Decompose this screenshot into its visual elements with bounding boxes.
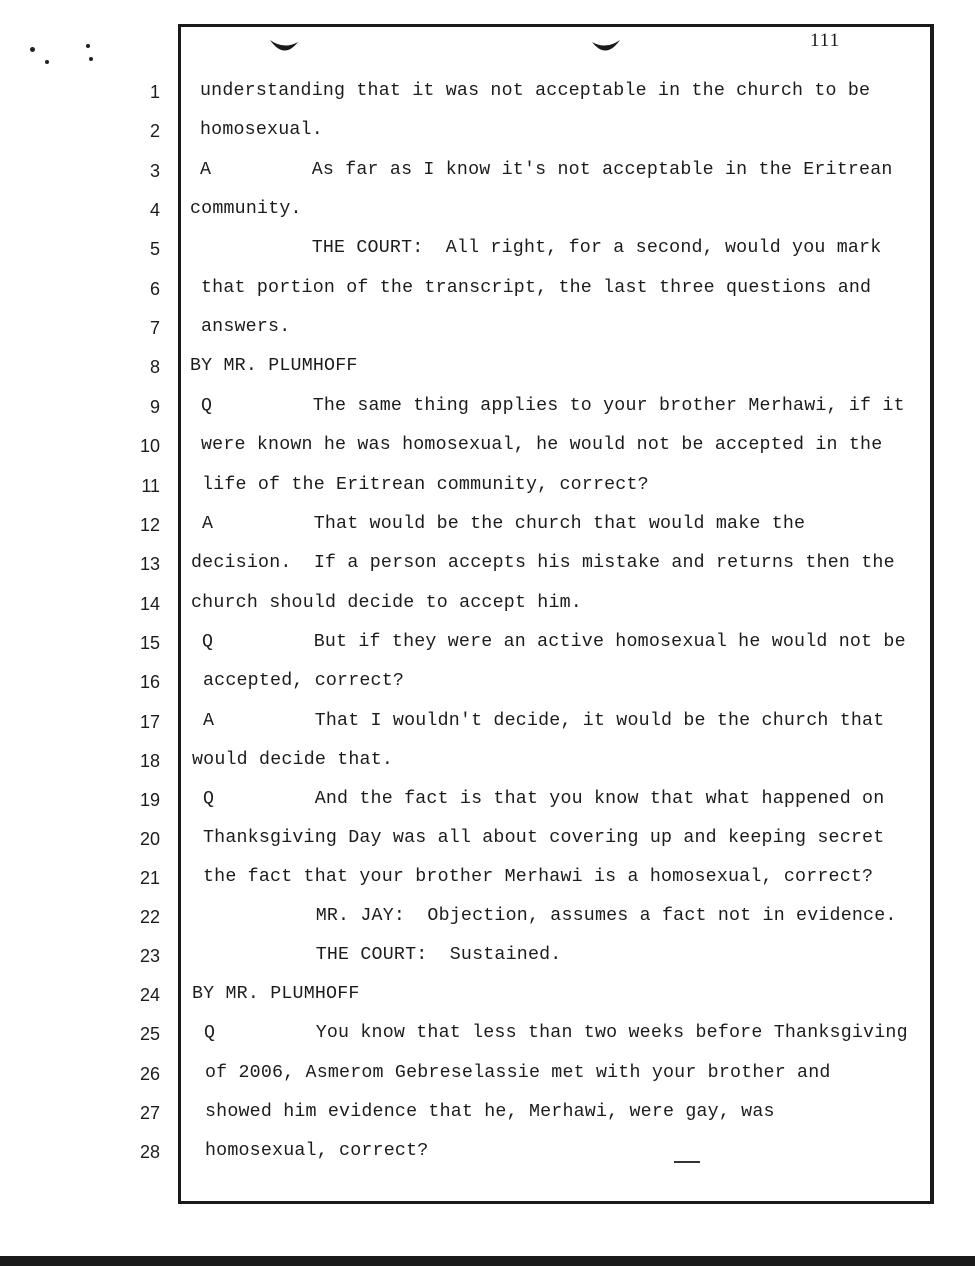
transcript-line: answers. [201, 317, 291, 337]
transcript-line: BY MR. PLUMHOFF [192, 984, 360, 1004]
transcript-line: showed him evidence that he, Merhawi, were gay, was [205, 1102, 775, 1122]
line-number: 22 [139, 907, 160, 927]
transcript-line: A That I wouldn't decide, it would be the church that [203, 711, 885, 731]
transcript-line: Q The same thing applies to your brother Merhawi, if it [201, 396, 905, 416]
line-number: 8 [149, 357, 160, 377]
line-number: 12 [139, 515, 160, 535]
transcript-line: THE COURT: All right, for a second, would you mark [200, 238, 882, 258]
line-number: 7 [149, 318, 160, 338]
transcript-line: that portion of the transcript, the last three questions and [201, 278, 872, 298]
line-number: 20 [139, 829, 160, 849]
transcript-line: homosexual, correct? [205, 1141, 429, 1161]
line-number: 3 [149, 161, 160, 181]
transcript-line: Q You know that less than two weeks before Thanksgiving [204, 1023, 908, 1043]
line-number: 25 [139, 1024, 160, 1044]
line-number: 5 [149, 239, 160, 259]
scan-speck [86, 44, 90, 48]
stray-mark [674, 1161, 700, 1163]
transcript-line: church should decide to accept him. [191, 593, 582, 613]
line-number: 24 [139, 985, 160, 1005]
scan-speck [89, 57, 93, 61]
transcript-line: BY MR. PLUMHOFF [190, 356, 358, 376]
line-number: 10 [139, 436, 160, 456]
line-number: 1 [149, 82, 160, 102]
transcript-line: accepted, correct? [203, 671, 405, 691]
transcript-line: THE COURT: Sustained. [204, 945, 562, 965]
transcript-line: would decide that. [192, 750, 394, 770]
line-number: 26 [139, 1064, 160, 1084]
transcript-line: were known he was homosexual, he would not be accepted in the [201, 435, 883, 455]
line-number: 21 [139, 868, 160, 888]
line-number: 23 [139, 946, 160, 966]
transcript-line: the fact that your brother Merhawi is a homosexual, correct? [203, 867, 874, 887]
transcript-line: life of the Eritrean community, correct? [202, 475, 649, 495]
line-number: 9 [149, 397, 160, 417]
transcript-line: community. [190, 199, 302, 219]
line-number: 11 [141, 476, 160, 496]
line-number: 17 [139, 712, 160, 732]
transcript-line: decision. If a person accepts his mistake and returns then the [191, 553, 895, 573]
transcript-line: Q But if they were an active homosexual he would not be [202, 632, 906, 652]
transcript-line: MR. JAY: Objection, assumes a fact not in evidence. [204, 906, 897, 926]
line-number: 2 [149, 121, 160, 141]
transcript-line: homosexual. [200, 120, 323, 140]
transcript-line: Thanksgiving Day was all about covering up and keeping secret [203, 828, 885, 848]
transcript-line: A As far as I know it's not acceptable in the Eritrean [200, 160, 893, 180]
transcript-line: Q And the fact is that you know that what happened on [203, 789, 885, 809]
line-number: 13 [139, 554, 160, 574]
line-number: 16 [139, 672, 160, 692]
line-number: 15 [139, 633, 160, 653]
transcript-line: understanding that it was not acceptable in the church to be [200, 81, 871, 101]
scan-speck [45, 60, 49, 64]
page-number: 111 [810, 30, 841, 51]
scan-bottom-edge [0, 1256, 975, 1266]
transcript-line: A That would be the church that would make the [202, 514, 806, 534]
transcript-line: of 2006, Asmerom Gebreselassie met with your brother and [205, 1063, 831, 1083]
line-number: 27 [139, 1103, 160, 1123]
line-number: 18 [139, 751, 160, 771]
line-number: 6 [149, 279, 160, 299]
line-number: 19 [139, 790, 160, 810]
line-number: 28 [139, 1142, 160, 1162]
scan-speck [30, 47, 35, 52]
line-number: 4 [149, 200, 160, 220]
line-number: 14 [139, 594, 160, 614]
